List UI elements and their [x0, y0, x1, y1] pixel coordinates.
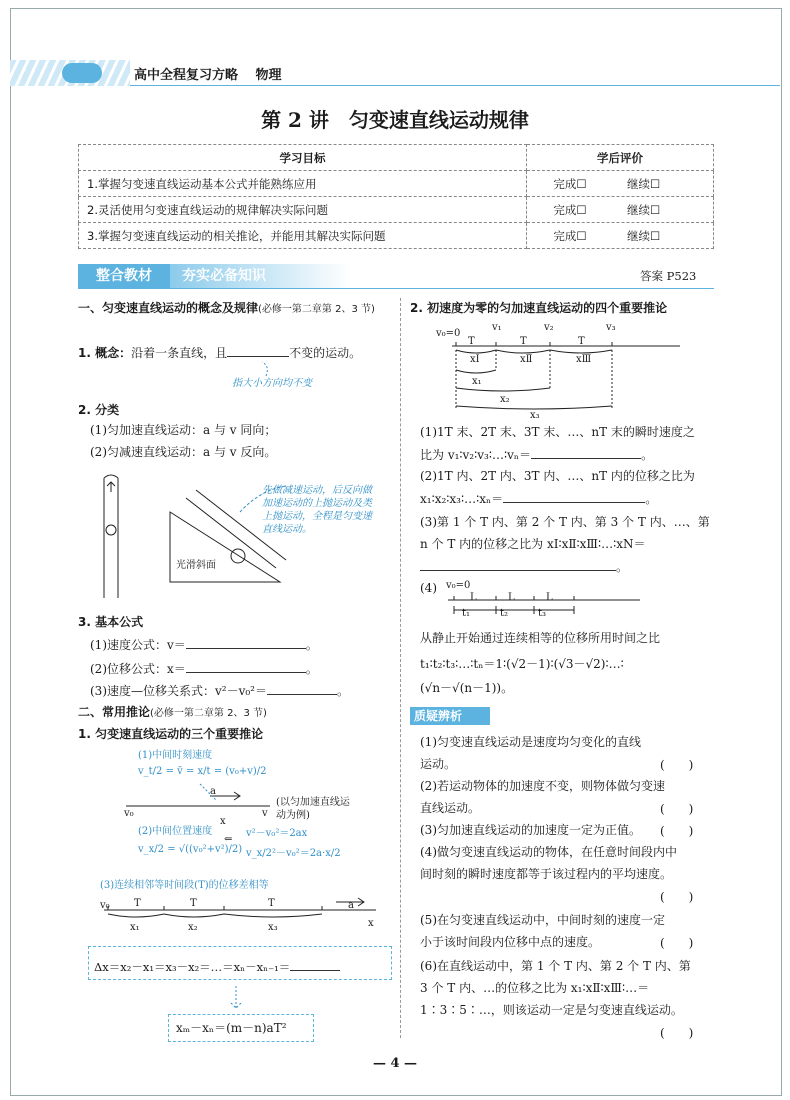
eq-left-arrow-icon: ⇐: [224, 834, 233, 845]
goal-eval: [527, 197, 714, 223]
r3a: (3)第 1 个 T 内、第 2 个 T 内、第 3 个 T 内、…、第: [420, 515, 710, 529]
delta-formula: [94, 958, 340, 975]
answer-paren[interactable]: ( ): [660, 1026, 694, 1040]
goal-row: [79, 197, 714, 223]
d-v0: v₀=0: [436, 328, 461, 339]
r3b: n 个 T 内的位移之比为 xⅠ∶xⅡ∶xⅢ∶…∶xN＝: [420, 537, 646, 551]
axis-note: (以匀加速直线运动为例): [276, 797, 350, 821]
answer-paren[interactable]: ( ): [660, 936, 694, 950]
d-xII: xⅡ: [520, 354, 533, 365]
r1a: (1)1T 末、2T 末、3T 末、…、nT 末的瞬时速度之: [420, 425, 695, 439]
goals-header-row: [79, 145, 714, 171]
q5a: (5)在匀变速直线运动中，中间时刻的速度一定: [420, 913, 665, 927]
r4: (4): [420, 581, 437, 595]
d-xI: xⅠ: [470, 354, 480, 365]
q2a: (2)若运动物体的加速度不变，则物体做匀变速: [420, 779, 665, 793]
r2a: (2)1T 内、2T 内、3T 内、…、nT 内的位移之比为: [420, 469, 695, 483]
more-checkbox[interactable]: 继续☐: [627, 228, 661, 243]
q3: (3)匀加速直线运动的加速度一定为正值。: [420, 823, 641, 837]
eq-v0: v₀=0: [446, 580, 471, 591]
heading-note: (必修一第二章第 2、3 节): [150, 708, 267, 719]
q2b: 直线运动。: [420, 801, 481, 815]
axis-x: x: [220, 816, 226, 827]
header-rule: [130, 85, 780, 86]
eq-L: L: [470, 592, 477, 603]
diagram-note: 先做减速运动，后反向做加速运动的上抛运动及类上抛运动，全程是匀变速直线运动。: [262, 485, 372, 535]
answer-paren[interactable]: ( ): [660, 802, 694, 816]
pointer-arrow-icon: [236, 360, 276, 378]
formula-velocity: (1)速度公式：v＝ 。: [90, 638, 318, 652]
delta-T: T: [268, 898, 275, 909]
heading-three: 1. 匀变速直线运动的三个重要推论: [78, 727, 264, 741]
concept-text: 沿着一条直线，且: [131, 346, 228, 360]
goal-eval: [527, 171, 714, 197]
heading-classify: 2. 分类: [78, 403, 120, 417]
d-v2: v₂: [544, 322, 554, 333]
d-T: T: [468, 336, 475, 347]
formula-text: Δx＝x₂－x₁＝x₃－x₂＝…＝xₙ－xₙ₋₁＝: [94, 960, 291, 974]
d-x2: x₂: [500, 394, 510, 405]
eq2: v_x/2²－v₀²＝2a·x/2: [246, 848, 341, 859]
heading-note: (必修一第二章第 2、3 节): [258, 304, 375, 315]
eq1: v²－v₀²＝2ax: [246, 828, 308, 839]
eq-L: L: [546, 592, 553, 603]
question-tag: 质疑辨析: [410, 707, 490, 725]
eq-t1: t₁: [462, 608, 471, 619]
decel-line: (2)匀减速直线运动：a 与 v 反向。: [90, 445, 277, 459]
blank[interactable]: [227, 344, 289, 357]
delta-v0: v₀: [100, 900, 110, 911]
delta-x1: x₁: [130, 922, 140, 933]
delta-T: T: [190, 898, 197, 909]
heading-inference: [78, 704, 267, 722]
q1b: 运动。: [420, 757, 457, 771]
r4c: (√n－√(n－1))。: [420, 681, 514, 695]
formula-vx: (3)速度—位移关系式：v²－v₀²＝ 。: [90, 684, 350, 698]
subject-name: 物理: [255, 68, 282, 83]
page-number: — 4 —: [372, 1056, 418, 1071]
heading-text: 一、匀变速直线运动的概念及规律: [78, 301, 259, 315]
blank[interactable]: [186, 636, 306, 649]
done-checkbox[interactable]: 完成☐: [553, 202, 587, 217]
formula-text: (2)位移公式：x＝: [90, 662, 186, 676]
goal-row: [79, 223, 714, 249]
concept-tail: 不变的运动。: [289, 346, 362, 360]
heading-concept: [78, 300, 375, 318]
r4b: t₁∶t₂∶t₃∶…∶tₙ＝1∶(√2－1)∶(√3－√2)∶…∶: [420, 657, 624, 671]
heading-text: 二、常用推论: [78, 705, 151, 719]
r3c: 。: [420, 558, 628, 575]
goal-row: [79, 171, 714, 197]
answer-paren[interactable]: ( ): [660, 890, 694, 904]
formula-text: (1)速度公式：v＝: [90, 638, 186, 652]
blank[interactable]: [290, 958, 340, 971]
heading-four: 2. 初速度为零的匀加速直线运动的四个重要推论: [410, 301, 668, 315]
q6b: 3 个 T 内、…的位移之比为 x₁∶xⅡ∶xⅢ∶…＝: [420, 981, 650, 995]
blank[interactable]: [186, 660, 306, 673]
col-target: 学习目标: [79, 145, 527, 171]
handwritten-note: 指大小方向均不变: [232, 378, 312, 389]
formula-text: (3)速度—位移关系式：v²－v₀²＝: [90, 684, 267, 698]
mid-pos-label: (2)中间位置速度: [138, 826, 213, 837]
more-checkbox[interactable]: 继续☐: [627, 202, 661, 217]
q1a: (1)匀变速直线运动是速度均匀变化的直线: [420, 735, 641, 749]
r1b: 比为 v₁∶v₂∶v₃∶…∶vₙ＝ 。: [420, 448, 654, 462]
mid-time-formula: v_t/2 = v̄ = x/t = (v₀+v)/2: [138, 766, 267, 777]
axis-v0: v₀: [124, 808, 134, 819]
col-eval: 学后评价: [527, 145, 714, 171]
r4a: 从静止开始通过连续相等的位移所用时间之比: [420, 631, 661, 645]
q6c: 1∶3∶5∶…，则该运动一定是匀变速直线运动。: [420, 1003, 683, 1017]
accel-line: (1)匀加速直线运动：a 与 v 同向；: [90, 423, 277, 437]
lesson-title: 第 2 讲 匀变速直线运动规律: [261, 108, 529, 132]
eq-L: L: [508, 592, 515, 603]
eq-t3: t₃: [538, 608, 547, 619]
motion-axis: [120, 780, 280, 820]
formula-displacement: (2)位移公式：x＝ 。: [90, 662, 318, 676]
d-v1: v₁: [492, 322, 502, 333]
q4a: (4)做匀变速直线运动的物体，在任意时间段内中: [420, 845, 677, 859]
delta-formula2: xₘ－xₙ＝(m－n)aT²: [176, 1021, 287, 1035]
section-label: 夯实必备知识: [170, 264, 350, 288]
text: 比为 v₁∶v₂∶v₃∶…∶vₙ＝: [420, 448, 532, 462]
answer-paren[interactable]: ( ): [660, 758, 694, 772]
d-x1: x₁: [472, 376, 482, 387]
done-checkbox[interactable]: 完成☐: [553, 176, 587, 191]
slope-label: 光滑斜面: [176, 560, 216, 571]
delta-heading: (3)连续相邻等时间段(T)的位移差相等: [100, 880, 269, 891]
q6a: (6)在直线运动中，第 1 个 T 内、第 2 个 T 内、第: [420, 959, 691, 973]
delta-x3: x₃: [268, 922, 278, 933]
down-arrow-icon: [226, 984, 246, 1014]
goal-eval: [527, 223, 714, 249]
concept-line: [78, 344, 361, 361]
book-name: 高中全程复习方略: [134, 68, 239, 83]
concept-label: 1. 概念：: [78, 346, 132, 360]
d-v3: v₃: [606, 322, 616, 333]
r2b: x₁∶x₂∶x₃∶…∶xₙ＝ 。: [420, 492, 658, 506]
d-T: T: [578, 336, 585, 347]
goals-table: [78, 144, 714, 249]
blank[interactable]: [267, 682, 337, 695]
d-x3: x₃: [530, 410, 540, 421]
goal-text: 1.掌握匀变速直线运动基本公式并能熟练应用: [79, 171, 527, 197]
d-xIII: xⅢ: [576, 354, 592, 365]
column-divider: [400, 298, 401, 1038]
answer-paren[interactable]: ( ): [660, 824, 694, 838]
axis-a: a: [210, 786, 216, 797]
delta-xaxis: x: [368, 918, 374, 929]
goal-text: 3.掌握匀变速直线运动的相关推论，并能用其解决实际问题: [79, 223, 527, 249]
blank[interactable]: [531, 446, 641, 459]
eq-t2: t₂: [500, 608, 509, 619]
done-checkbox[interactable]: 完成☐: [553, 228, 587, 243]
delta-T: T: [134, 898, 141, 909]
blank[interactable]: [420, 558, 616, 571]
q5b: 小于该时间段内位移中点的速度。: [420, 935, 601, 949]
mid-pos-formula: v_x/2 = √((v₀²+v²)/2): [138, 844, 243, 855]
header-title: [134, 64, 282, 83]
more-checkbox[interactable]: 继续☐: [627, 176, 661, 191]
axis-v: v: [262, 808, 268, 819]
blank[interactable]: [503, 490, 645, 503]
section-tag: 整合教材: [78, 264, 170, 288]
heading-formulas: 3. 基本公式: [78, 615, 144, 629]
goal-text: 2.灵活使用匀变速直线运动的规律解决实际问题: [79, 197, 527, 223]
delta-a: a: [348, 900, 354, 911]
text: x₁∶x₂∶x₃∶…∶xₙ＝: [420, 492, 504, 506]
section-rule: [78, 288, 714, 289]
mid-time-label: (1)中间时刻速度: [138, 750, 213, 761]
book-logo-icon: [62, 63, 102, 83]
delta-x2: x₂: [188, 922, 198, 933]
q4b: 间时刻的瞬时速度都等于该过程内的平均速度。: [420, 867, 673, 881]
answer-ref: 答案 P523: [640, 269, 697, 283]
d-T: T: [520, 336, 527, 347]
